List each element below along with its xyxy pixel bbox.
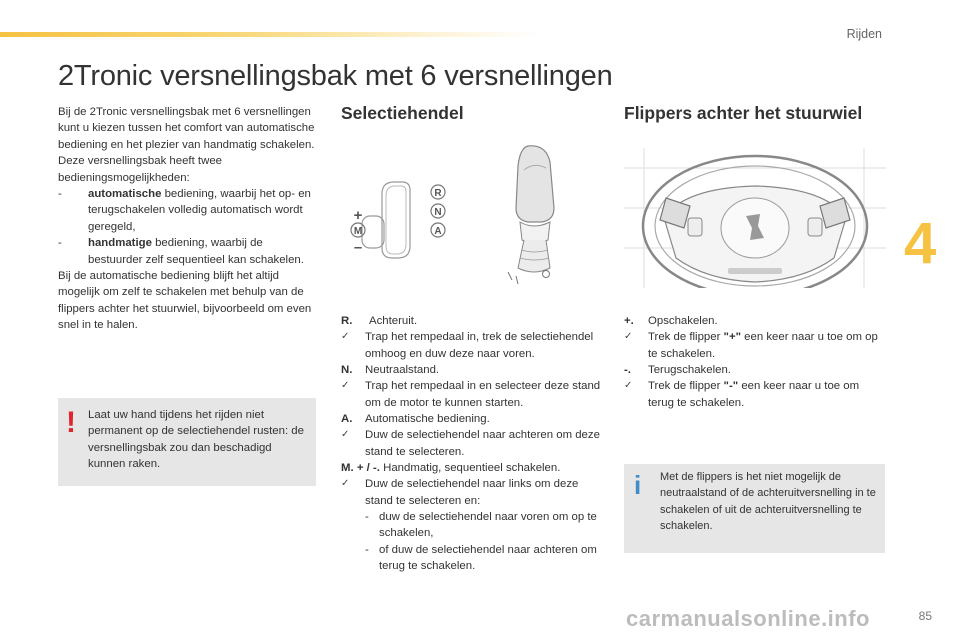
steering-wheel-illustration: [624, 148, 886, 288]
warning-box: [58, 398, 316, 486]
gear-lever-illustration: [498, 140, 568, 290]
flipper-row: -. Terugschakelen.: [624, 364, 731, 377]
position-row: A. Automatische bediening.: [341, 413, 490, 426]
checkbox-arrow-icon: ✓: [341, 478, 350, 490]
selector-positions: [341, 313, 609, 575]
intro-paragraph-1: Bij de 2Tronic versnellingsbak met 6 versnellingen kunt u kiezen tussen het comfort van automatische bediening en het plezier van handmatig schakelen.: [58, 106, 315, 151]
gear-gate-diagram: [344, 172, 454, 266]
position-row: M. + / -. Handmatig, sequentieel schakelen.: [341, 462, 561, 475]
checkbox-arrow-icon: ✓: [624, 331, 633, 343]
header-accent-bar: [0, 32, 540, 37]
gate-label-n: N: [434, 207, 442, 218]
gate-label-r: R: [434, 188, 442, 199]
page-title: 2Tronic versnellingsbak met 6 versnellingen: [58, 60, 613, 92]
section-label: Rijden: [846, 27, 882, 41]
intro-paragraph-3: Bij de automatische bediening blijft het altijd mogelijk om zelf te schakelen met behulp van de flippers achter het stuurwiel, bijvoorbeeld om even snel in te halen.: [58, 270, 312, 332]
instruction-row: ✓ Trek de flipper "-" een keer naar u toe om terug te schakelen.: [624, 380, 860, 409]
watermark: carmanualsonline.info: [626, 606, 870, 631]
checkbox-arrow-icon: ✓: [624, 380, 633, 392]
intro-list-item: - automatische bediening, waarbij het op- en terugschakelen volledig automatisch wordt geregeld,: [58, 188, 311, 233]
flippers-instructions: [624, 313, 886, 411]
position-row: R. Achteruit.: [341, 315, 418, 327]
gate-label-plus: +: [353, 207, 363, 224]
instruction-row: ✓ Trap het rempedaal in, trek de selectiehendel omhoog en duw deze naar voren.: [341, 331, 594, 360]
chapter-number: 4: [904, 211, 937, 276]
checkbox-arrow-icon: ✓: [341, 429, 350, 441]
info-box: [624, 464, 885, 553]
instruction-row: ✓ Duw de selectiehendel naar links om deze stand te selecteren en:: [341, 478, 579, 507]
instruction-row: ✓ Trek de flipper "+" een keer naar u toe om op te schakelen.: [624, 331, 878, 360]
info-text: Met de flippers is het niet mogelijk de neutraalstand of de achteruitversnelling in te schakelen of uit de achteruitversnelling te schakelen.: [660, 471, 876, 532]
info-icon: i: [634, 470, 642, 500]
flippers-heading: Flippers achter het stuurwiel: [624, 103, 863, 123]
sub-list-item: - of duw de selectiehendel naar achteren om terug te schakelen.: [365, 543, 597, 573]
intro-list-item: - handmatige bediening, waarbij de bestuurder zelf sequentieel kan schakelen.: [58, 237, 304, 266]
instruction-row: ✓ Trap het rempedaal in en selecteer deze stand om de motor te kunnen starten.: [341, 380, 601, 409]
intro-paragraph-2: Deze versnellingsbak heeft twee bedieningsmogelijkheden:: [58, 155, 222, 184]
gate-label-minus: –: [353, 239, 363, 256]
flipper-row: +. Opschakelen.: [624, 315, 718, 327]
gate-label-m: M: [353, 226, 363, 237]
selector-heading: Selectiehendel: [341, 103, 464, 123]
instruction-row: ✓ Duw de selectiehendel naar achteren om deze stand te selecteren.: [341, 429, 600, 458]
checkbox-arrow-icon: ✓: [341, 331, 350, 343]
intro-text: [58, 104, 320, 334]
gate-label-a: A: [434, 226, 442, 237]
exclamation-icon: !: [66, 406, 76, 439]
page-number: 85: [918, 609, 932, 623]
sub-list-item: - duw de selectiehendel naar voren om op te schakelen,: [365, 511, 597, 540]
warning-text: Laat uw hand tijdens het rijden niet permanent op de selectiehendel rusten: de versnellingsbak zou dan beschadigd kunnen raken.: [88, 409, 304, 471]
checkbox-arrow-icon: ✓: [341, 380, 350, 392]
position-row: N. Neutraalstand.: [341, 364, 440, 377]
